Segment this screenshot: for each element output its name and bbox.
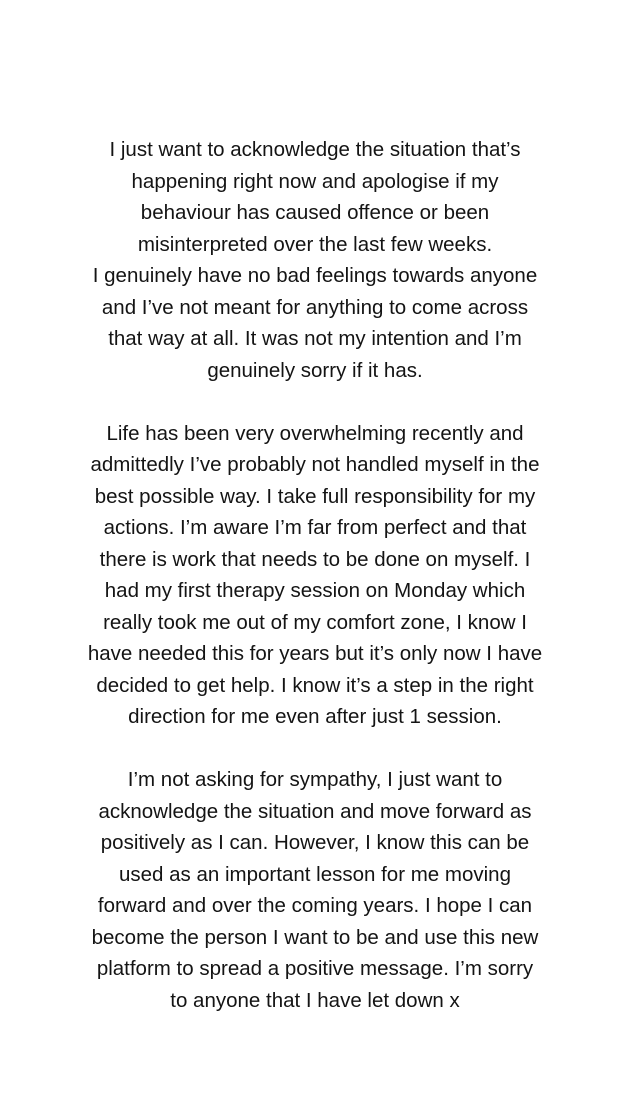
paragraph — [0, 764, 630, 1016]
paragraph — [0, 418, 630, 733]
statement-text — [0, 134, 630, 1048]
text-line: become the person I want to be and use this new — [91, 925, 539, 949]
text-line: misinterpreted over the last few weeks. — [137, 232, 493, 256]
paragraph — [0, 134, 630, 386]
text-line: I genuinely have no bad feelings towards anyone — [92, 264, 538, 287]
text-line: really took me out of my comfort zone, I know I — [103, 610, 527, 634]
text-line: Life has been very overwhelming recently and — [106, 421, 524, 445]
text-line: acknowledge the situation and move forward as — [98, 799, 532, 823]
text-line: admittedly I’ve probably not handled myself in the — [90, 453, 540, 476]
text-line: actions. I’m aware I’m far from perfect and that — [103, 516, 527, 539]
text-line: I’m not asking for sympathy, I just want to — [127, 768, 503, 791]
text-line: have needed this for years but it’s only now I have — [87, 642, 543, 665]
text-line: positively as I can. However, I know this can be — [100, 831, 530, 854]
text-line: platform to spread a positive message. I’m sorry — [96, 957, 534, 980]
text-line: decided to get help. I know it’s a step in the right — [96, 673, 534, 697]
text-line: direction for me even after just 1 session. — [128, 705, 502, 728]
text-line: had my first therapy session on Monday which — [104, 579, 526, 602]
text-line: that way at all. It was not my intention and I’m — [108, 327, 522, 350]
text-line: to anyone that I have let down x — [170, 988, 460, 1012]
text-line: behaviour has caused offence or been — [140, 201, 490, 224]
text-line: there is work that needs to be done on myself. I — [99, 547, 531, 571]
text-line: forward and over the coming years. I hope I can — [97, 894, 533, 917]
text-line: genuinely sorry if it has. — [207, 358, 423, 382]
text-line: I just want to acknowledge the situation that’s — [109, 138, 521, 161]
text-line: best possible way. I take full responsibility for my — [94, 484, 536, 508]
text-line: used as an important lesson for me moving — [119, 862, 511, 886]
text-line: and I’ve not meant for anything to come across — [101, 295, 529, 319]
text-line: happening right now and apologise if my — [131, 169, 499, 193]
